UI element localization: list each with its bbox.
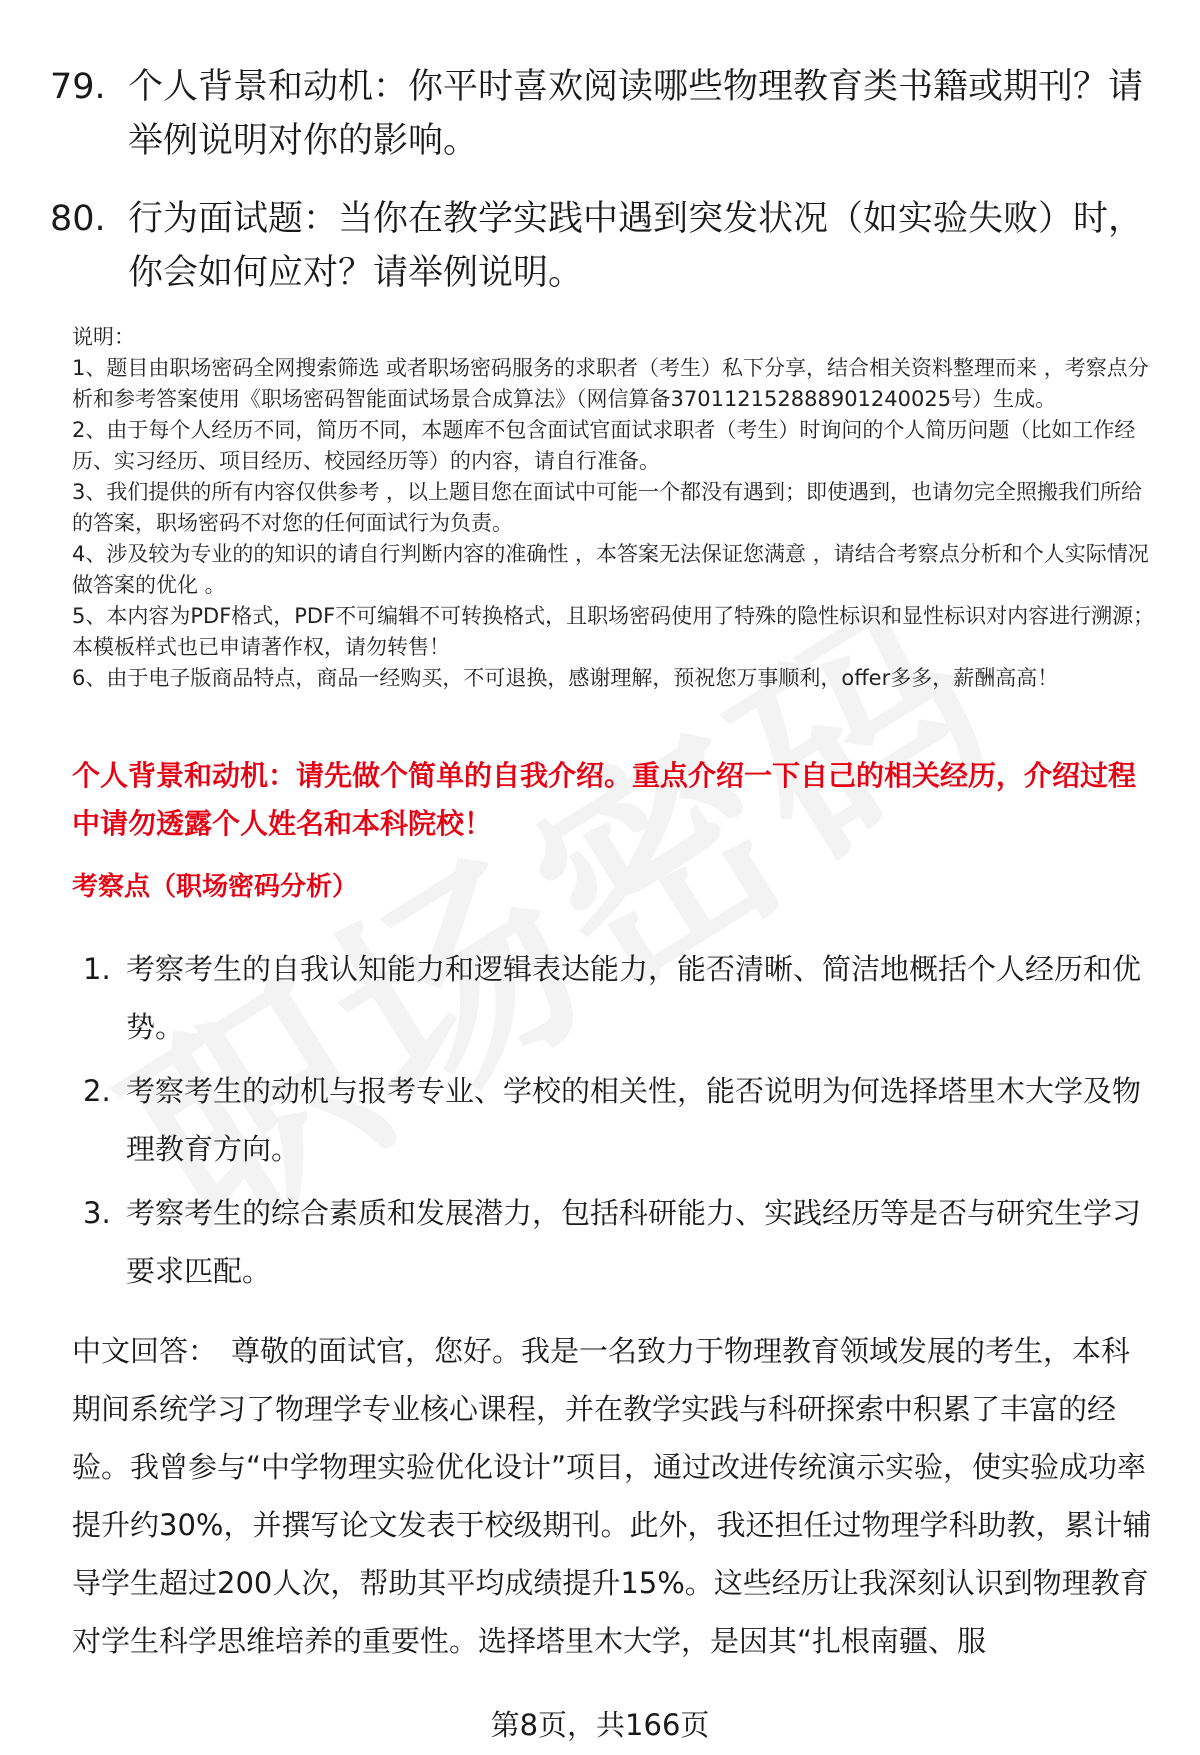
list-item-text: 考察考生的综合素质和发展潜力，包括科研能力、实践经历等是否与研究生学习要求匹配。 <box>126 1196 1142 1288</box>
assessment-points <box>78 940 1153 1306</box>
answer-paragraph <box>72 1322 1157 1670</box>
answer-label: 中文回答： <box>72 1334 218 1368</box>
list-item-number: 3. <box>83 1196 111 1230</box>
answer-text: 尊敬的面试官，您好。我是一名致力于物理教育领域发展的考生，本科期间系统学习了物理学专业核心课程，并在教学实践与科研探索中积累了丰富的经验。我曾参与“中学物理实验优化设计”项目，通过改进传统演示实验，使实验成功率提升约30%，并撰写论文发表于校级期刊。此外，我还担任过物理学科助教，累计辅导学生超过200人次，帮助其平均成绩提升15%。这些经历让我深刻认识到物理教育对学生科学思维培养的重要性。选择塔里木大学，是因其“扎根南疆、服 <box>72 1334 1152 1658</box>
disclaimer-notes <box>72 322 1157 694</box>
note-item: 4、涉及较为专业的的知识的请自行判断内容的准确性 ，本答案无法保证您满意 ，请结合考察点分析和个人实际情况做答案的优化 。 <box>72 542 1149 597</box>
list-item-text: 考察考生的自我认知能力和逻辑表达能力，能否清晰、简洁地概括个人经历和优势。 <box>126 952 1142 1044</box>
question-80 <box>50 192 1150 300</box>
list-item-text: 考察考生的动机与报考专业、学校的相关性，能否说明为何选择塔里木大学及物理教育方向。 <box>126 1074 1142 1166</box>
list-item <box>78 940 1153 1056</box>
list-item-number: 2. <box>83 1074 111 1108</box>
note-item: 6、由于电子版商品特点，商品一经购买，不可退换，感谢理解，预祝您万事顺利，offer多多，薪酬高高！ <box>72 666 1059 690</box>
question-text: 个人背景和动机：你平时喜欢阅读哪些物理教育类书籍或期刊？请举例说明对你的影响。 <box>128 67 1144 161</box>
section-title: 个人背景和动机：请先做个简单的自我介绍。重点介绍一下自己的相关经历，介绍过程中请勿透露个人姓名和本科院校！ <box>72 759 1137 840</box>
section-subtitle: 考察点（职场密码分析） <box>72 872 359 902</box>
notes-heading: 说明： <box>72 325 135 349</box>
question-number: 80. <box>50 199 106 239</box>
question-number: 79. <box>50 67 106 107</box>
note-item: 3、我们提供的所有内容仅供参考 ，以上题目您在面试中可能一个都没有遇到；即使遇到，也请勿完全照搬我们所给的答案，职场密码不对您的任何面试行为负责。 <box>72 480 1143 535</box>
page-number: 第8页，共166页 <box>490 1708 710 1742</box>
note-item: 5、本内容为PDF格式，PDF不可编辑不可转换格式，且职场密码使用了特殊的隐性标识和显性标识对内容进行溯源；本模板样式也已申请著作权，请勿转售！ <box>72 604 1155 659</box>
list-item <box>78 1184 1153 1300</box>
question-text: 行为面试题：当你在教学实践中遇到突发状况（如实验失败）时，你会如何应对？请举例说明。 <box>128 199 1144 293</box>
list-item <box>78 1062 1153 1178</box>
note-item: 2、由于每个人经历不同，简历不同，本题库不包含面试官面试求职者（考生）时询问的个人简历问题（比如工作经历、实习经历、项目经历、校园经历等）的内容，请自行准备。 <box>72 418 1136 473</box>
question-79 <box>50 60 1150 168</box>
list-item-number: 1. <box>83 952 111 986</box>
note-item: 1、题目由职场密码全网搜索筛选 或者职场密码服务的求职者（考生）私下分享，结合相关资料整理而来 ，考察点分析和参考答案使用《职场密码智能面试场景合成算法》（网信算备370112152888901240025号）生成。 <box>72 356 1149 411</box>
